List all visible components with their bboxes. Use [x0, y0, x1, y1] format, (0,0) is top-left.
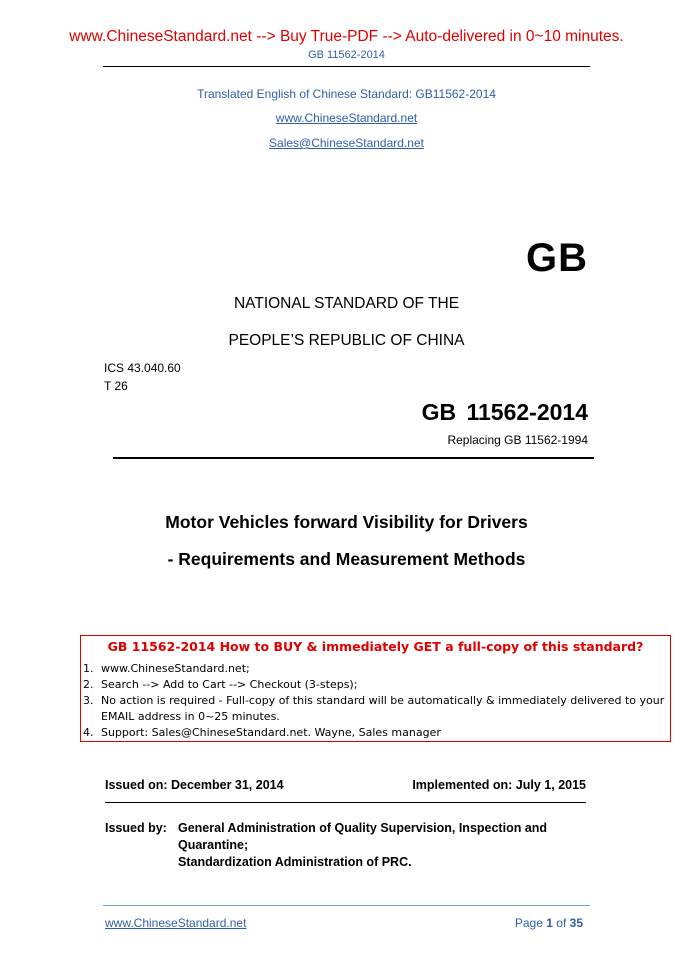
translated-line: Translated English of Chinese Standard: GB11562-2014 [197, 87, 496, 101]
implemented-date: Implemented on: July 1, 2015 [412, 778, 586, 792]
list-number: 4. [83, 726, 94, 739]
issuer-label: Issued by: [105, 821, 167, 835]
category-code: T 26 [104, 379, 128, 393]
page-of: of [556, 916, 567, 930]
email-link[interactable]: Sales@ChineseStandard.net [269, 136, 424, 150]
list-item [81, 725, 670, 741]
list-number: 2. [83, 678, 94, 691]
header-divider [103, 66, 590, 67]
page-number [515, 916, 583, 930]
buy-box-heading: GB 11562-2014 How to BUY & immediately GET a full-copy of this standard? [107, 639, 644, 654]
national-standard-line2: PEOPLE’S REPUBLIC OF CHINA [228, 332, 465, 349]
list-text: No action is required - Full-copy of this standard will be automatically & immediately delivered to your EMAIL address in 0~25 minutes. [101, 694, 665, 723]
national-standard-line1: NATIONAL STANDARD OF THE [233, 295, 460, 312]
document-title-line1: Motor Vehicles forward Visibility for Drivers [165, 512, 528, 532]
page-label: Page [514, 916, 543, 930]
header-doc-code: GB 11562-2014 [308, 49, 385, 61]
document-title-line2: - Requirements and Measurement Methods [167, 549, 526, 569]
title-divider [113, 457, 594, 459]
buy-info-box [80, 635, 671, 742]
list-number: 3. [83, 694, 94, 707]
website-link[interactable]: www.ChineseStandard.net [275, 111, 418, 125]
issuer-block [105, 820, 547, 871]
list-number: 1. [83, 662, 94, 675]
footer-divider [103, 905, 590, 906]
list-text[interactable]: www.ChineseStandard.net; [101, 662, 250, 675]
top-banner[interactable]: www.ChineseStandard.net --> Buy True-PDF --> Auto-delivered in 0~10 minutes. [69, 28, 624, 45]
replacing-note: Replacing GB 11562-1994 [447, 433, 588, 447]
list-item [81, 661, 670, 677]
gb-mark: GB [526, 236, 588, 280]
list-text: Search --> Add to Cart --> Checkout (3-steps); [101, 678, 358, 691]
list-item [81, 677, 670, 693]
issuer-line1: General Administration of Quality Supervision, Inspection and [178, 821, 548, 835]
page-total: 35 [569, 916, 583, 930]
buy-steps-list [81, 661, 670, 741]
page-current: 1 [546, 916, 553, 930]
issuer-line3: Standardization Administration of PRC. [178, 855, 412, 869]
issued-date: Issued on: December 31, 2014 [105, 778, 284, 792]
list-text: Support: Sales@ChineseStandard.net. Wayne, Sales manager [101, 726, 441, 739]
ics-code: ICS 43.040.60 [104, 361, 181, 375]
list-item [81, 693, 670, 725]
issuer-line2: Quarantine; [178, 838, 249, 852]
standard-number: GB 11562-2014 [421, 399, 588, 425]
footer-website-link[interactable]: www.ChineseStandard.net [105, 916, 247, 930]
dates-divider [105, 802, 586, 803]
